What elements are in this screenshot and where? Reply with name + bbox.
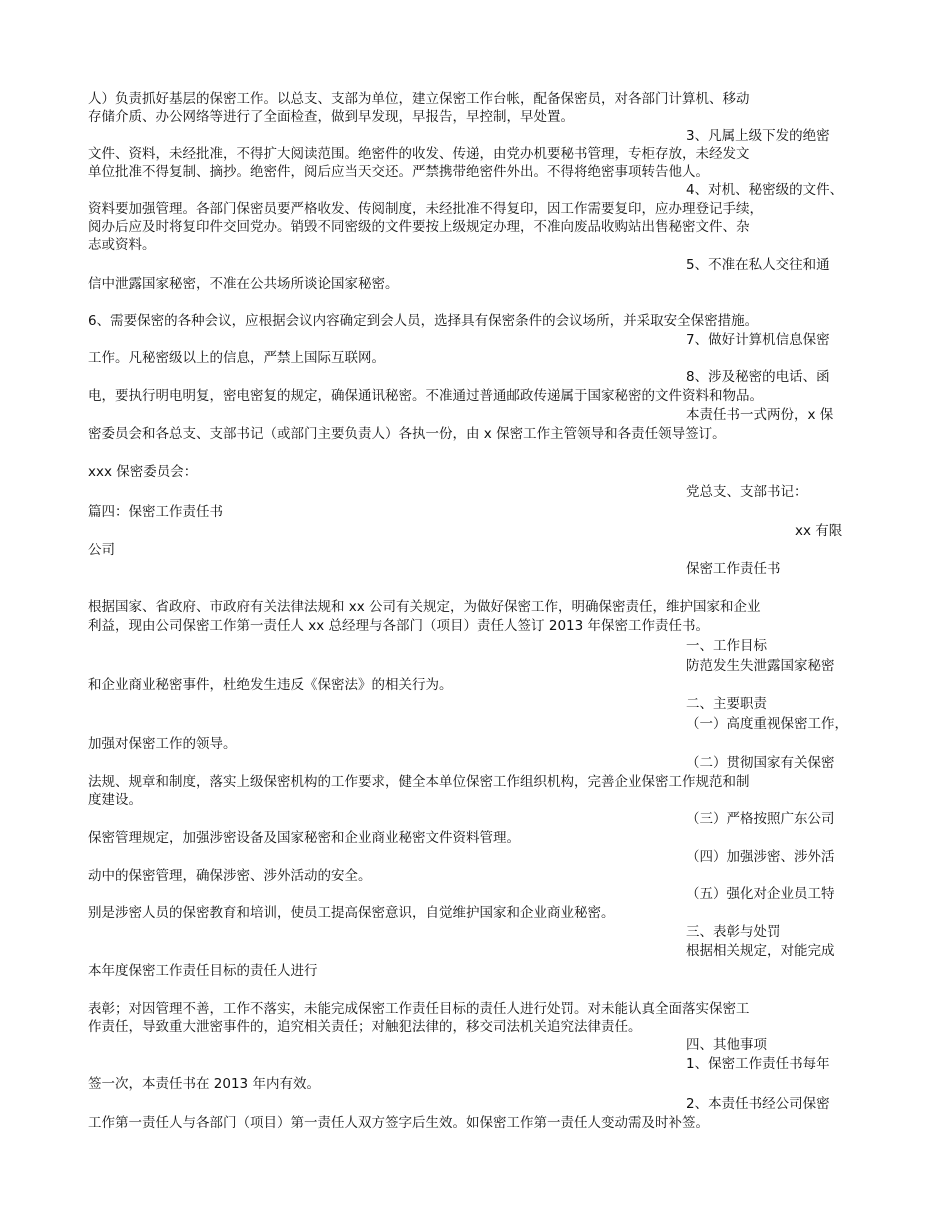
clause-heading: 根据相关规定，对能完成	[686, 943, 835, 959]
body-text-line: 阅办后应及时将复印件交回党办。销毁不同密级的文件要按上级规定办理，不准向废品收购站出售秘密文件、杂	[88, 219, 750, 235]
body-text-line: 和企业商业秘密事件，杜绝发生违反《保密法》的相关行为。	[88, 677, 453, 693]
section-heading: 四、其他事项	[686, 1037, 767, 1053]
clause-heading: 5、不准在私人交往和通	[686, 257, 830, 273]
clause-heading: （五）强化对企业员工特	[686, 886, 835, 902]
body-text-line: 别是涉密人员的保密教育和培训，使员工提高保密意识，自觉维护国家和企业商业秘密。	[88, 905, 615, 921]
body-text-line: 6、需要保密的各种会议，应根据会议内容确定到会人员，选择具有保密条件的会议场所，并采取安全保密措施。	[88, 313, 759, 329]
signature-committee: xxx 保密委员会：	[88, 464, 198, 480]
body-text-line: 密委员会和各总支、支部书记（或部门主要负责人）各执一份，由 x 保密工作主管领导和各责任领导签订。	[88, 426, 726, 442]
section-heading: 三、表彰与处罚	[686, 924, 781, 940]
body-text-line: 人）负责抓好基层的保密工作。以总支、支部为单位，建立保密工作台帐，配备保密员，对各部门计算机、移动	[88, 91, 750, 107]
clause-heading: 3、凡属上级下发的绝密	[686, 128, 830, 144]
clause-heading: 防范发生失泄露国家秘密	[686, 658, 835, 674]
clause-heading: 8、涉及秘密的电话、函	[686, 369, 830, 385]
body-text-line: 动中的保密管理，确保涉密、涉外活动的安全。	[88, 868, 372, 884]
clause-heading: 本责任书一式两份，x 保	[686, 407, 834, 423]
body-text-line: 工作第一责任人与各部门（项目）第一责任人双方签字后生效。如保密工作第一责任人变动需及时补签。	[88, 1115, 709, 1131]
clause-heading: （二）贯彻国家有关保密	[686, 755, 835, 771]
body-text-line: 工作。凡秘密级以上的信息，严禁上国际互联网。	[88, 350, 385, 366]
body-text-line: 存储介质、办公网络等进行了全面检查，做到早发现，早报告，早控制，早处置。	[88, 109, 574, 125]
body-text-line: 资料要加强管理。各部门保密员要严格收发、传阅制度，未经批准不得复印，因工作需要复印，应办理登记手续，	[88, 201, 763, 217]
body-text-line: 利益，现由公司保密工作第一责任人 xx 总经理与各部门（项目）责任人签订 2013 年保密工作责任书。	[88, 618, 709, 634]
body-text-line: 电，要执行明电明复，密电密复的规定，确保通讯秘密。不准通过普通邮政传递属于国家秘密的文件资料和物品。	[88, 388, 763, 404]
company-name-continued: 公司	[88, 542, 115, 558]
section-title: 篇四：保密工作责任书	[88, 504, 223, 520]
body-text-line: 签一次，本责任书在 2013 年内有效。	[88, 1076, 320, 1092]
section-heading: 二、主要职责	[686, 696, 767, 712]
clause-heading: （一）高度重视保密工作，	[686, 716, 848, 732]
body-text-line: 信中泄露国家秘密，不准在公共场所谈论国家秘密。	[88, 276, 399, 292]
section-heading: 一、工作目标	[686, 638, 767, 654]
body-text-line: 文件、资料，未经批准，不得扩大阅读范围。绝密件的收发、传递，由党办机要秘书管理，专柜存放，未经发文	[88, 146, 750, 162]
body-text-line: 作责任，导致重大泄密事件的，追究相关责任；对触犯法律的，移交司法机关追究法律责任。	[88, 1019, 642, 1035]
clause-heading: 7、做好计算机信息保密	[686, 332, 830, 348]
signature-secretary: 党总支、支部书记：	[686, 484, 808, 500]
body-text-line: 单位批准不得复制、摘抄。绝密件，阅后应当天交还。严禁携带绝密件外出。不得将绝密事项转告他人。	[88, 164, 709, 180]
clause-heading: （四）加强涉密、涉外活	[686, 849, 835, 865]
body-text-line: 表彰；对因管理不善，工作不落实，未能完成保密工作责任目标的责任人进行处罚。对未能认真全面落实保密工	[88, 1001, 750, 1017]
clause-heading: 1、保密工作责任书每年	[686, 1056, 830, 1072]
clause-heading: 2、本责任书经公司保密	[686, 1096, 830, 1112]
body-text-line: 度建设。	[88, 792, 142, 808]
clause-heading: 4、对机、秘密级的文件、	[686, 182, 844, 198]
body-text-line: 加强对保密工作的领导。	[88, 736, 237, 752]
body-text-line: 志或资料。	[88, 237, 156, 253]
clause-heading: （三）严格按照广东公司	[686, 811, 835, 827]
body-text-line: 法规、规章和制度，落实上级保密机构的工作要求，健全本单位保密工作组织机构，完善企业保密工作规范和制	[88, 774, 750, 790]
body-text-line: 根据国家、省政府、市政府有关法律法规和 xx 公司有关规定，为做好保密工作，明确保密责任，维护国家和企业	[88, 599, 761, 615]
document-title: 保密工作责任书	[686, 561, 781, 577]
body-text-line: 本年度保密工作责任目标的责任人进行	[88, 963, 318, 979]
company-name: xx 有限	[795, 523, 843, 539]
body-text-line: 保密管理规定，加强涉密设备及国家秘密和企业商业秘密文件资料管理。	[88, 830, 520, 846]
